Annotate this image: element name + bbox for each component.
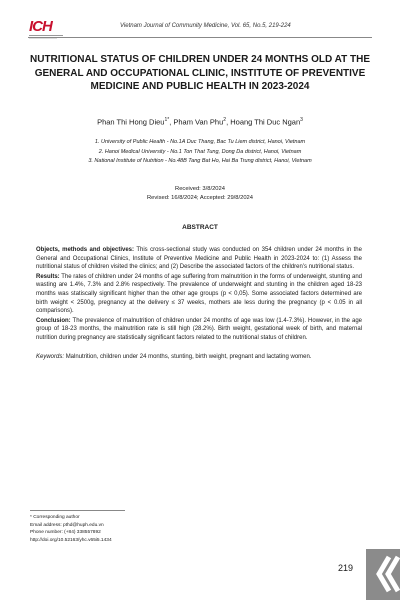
keywords-label: Keywords: — [36, 353, 65, 360]
footnotes — [30, 514, 112, 544]
author-list: Phan Thi Hong Dieu$^{1*}$, Pham Van Phu$^2$, Hoang Thi Duc Ngan$^3$ — [97, 117, 303, 127]
author-affiliation-mark: 2 — [223, 117, 227, 123]
abstract-body — [36, 246, 362, 362]
affiliations — [30, 138, 370, 167]
header-divider — [28, 37, 372, 38]
affiliation-line: 2. Hanoi Medical University - No.1 Ton That Tung, Dong Da district, Hanoi, Vietnam — [98, 148, 302, 155]
results-text: The rates of children under 24 months of age suffering from malnutrition in the forms of underweight, stunting and wasting are 1.4%, 7.3% and 2.8% respectively. The prevalence of underweight and stunting in the children aged 18-23 months was statiscally significant higher than the other age groups (p < 0,05). Some associated factors determined are birth weight < 2500g, pregnancy at the delivery ≤ 37 weeks, mothers ate less during the pregnancy (p < 0.05 in all comparisons). — [36, 273, 362, 315]
page-number: 219 — [338, 563, 354, 573]
journal-logo-mark: ICH — [29, 18, 52, 35]
abstract-objectives — [36, 246, 362, 272]
objectives-text: This cross-sectional study was conducted on 354 children under 24 months in the General and Occupational Clinics, Institute of Preventive Medicine and Public Health in 2023-2024 to: (1) Assess the nutritional status of children visited the clinics; and (2) Describe the associated factors of the children’s nutritional status. — [36, 247, 362, 271]
double-chevron-icon — [366, 549, 400, 600]
article-dates — [30, 185, 370, 203]
received-date: Received: 3/8/2024 — [175, 186, 225, 192]
author-affiliation-mark: 3 — [300, 117, 303, 123]
abstract-heading: ABSTRACT — [182, 224, 218, 231]
email-address: Email address: pthd@huph.edu.vn — [30, 522, 104, 528]
journal-citation: Vietnam Journal of Community Medicine, Vol. 65, No.5, 219-224 — [120, 23, 291, 29]
author-affiliation-mark: 1* — [164, 117, 170, 123]
abstract-keywords — [36, 353, 362, 362]
author-name: Phan Thi Hong Dieu — [97, 117, 165, 127]
abstract-results — [36, 273, 362, 316]
conclusion-text: The prevalence of malnutrition of children under 24 months of age was low (1.4-7.3%). However, in the age group of 18-23 months, the malnutrition rate is still high (28.2%). Birth weight, gestational week of birth, and maternal nutrition during pregnancy are statistically significant factors related to the nutritional status of children. — [36, 317, 363, 341]
conclusion-label: Conclusion: — [36, 317, 71, 324]
objectives-label: Objects, methods and objectives: — [36, 247, 134, 253]
affiliation-line: 1. University of Public Health - No.1A Duc Thang, Bac Tu Liem district, Hanoi, Vietnam — [94, 139, 306, 145]
corresponding-author-note: * Corresponding author — [30, 515, 80, 520]
author-name: Pham Van Phu — [173, 117, 224, 127]
page-tab — [366, 549, 400, 600]
abstract-conclusion — [36, 317, 362, 343]
doi-link[interactable]: http://doi.org/10.52163/yhc.v65i5.1434 — [30, 537, 112, 543]
author-name: Hoang Thi Duc Ngan — [230, 117, 301, 127]
keywords-text: Malnutrition, children under 24 months, stunting, birth weight, pregnant and lactating women. — [65, 353, 312, 360]
phone-number: Phone number: (+84) 338557892 — [30, 530, 101, 536]
affiliation-line: 3. National Institute of Nutrition - No.48B Tang Bat Ho, Hai Ba Trung district, Hanoi, Vietnam — [88, 158, 312, 164]
revised-accepted-date: Revised: 16/8/2024; Accepted: 29/8/2024 — [146, 195, 254, 201]
article-title: NUTRITIONAL STATUS OF CHILDREN UNDER 24 MONTHS OLD AT THE GENERAL AND OCCUPATIONAL CLINIC, INSTITUTE OF PREVENTIVE MEDICINE AND PUBLIC HEALTH IN 2023-2024 — [30, 54, 370, 92]
footnote-divider — [30, 510, 125, 511]
results-label: Results: — [36, 273, 60, 280]
